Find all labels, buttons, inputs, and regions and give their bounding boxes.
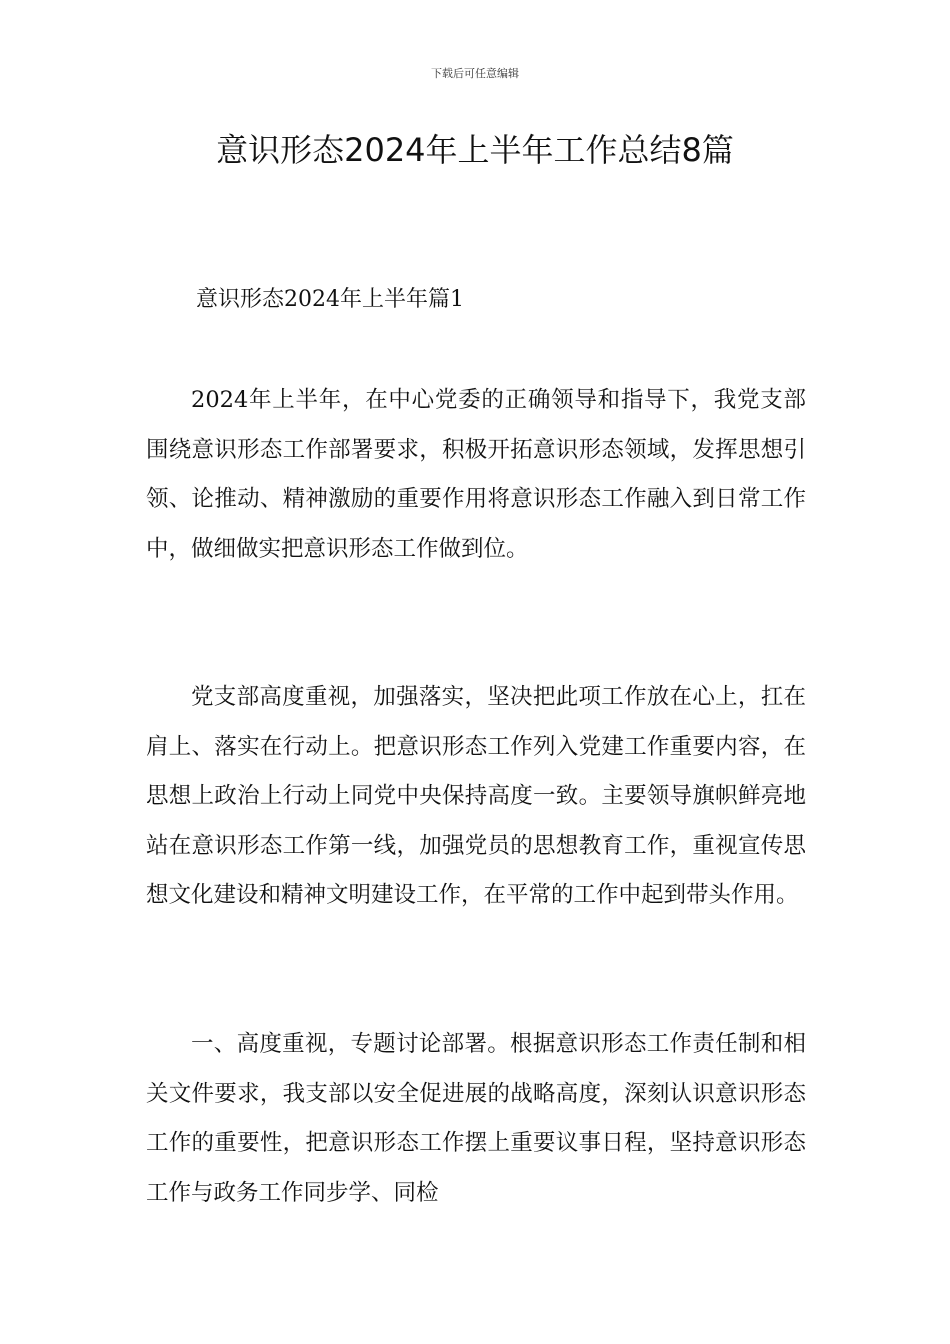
header-note: 下载后可任意编辑 <box>431 67 519 80</box>
document-title: 意识形态2024年上半年工作总结8篇 <box>216 131 734 169</box>
section-heading: 意识形态2024年上半年篇1 <box>196 287 464 312</box>
paragraph-1: 2024年上半年，在中心党委的正确领导和指导下，我党支部围绕意识形态工作部署要求，积极开拓意识形态领域，发挥思想引领、论推动、精神激励的重要作用将意识形态工作融入到日常工作中，做细做实把意识形态工作做到位。 <box>146 387 806 562</box>
paragraph-3: 一、高度重视，专题讨论部署。根据意识形态工作责任制和相关文件要求，我支部以安全促进展的战略高度，深刻认识意识形态工作的重要性，把意识形态工作摆上重要议事日程，坚持意识形态工作与政务工作同步学、同检 <box>146 1031 806 1206</box>
paragraph-2: 党支部高度重视，加强落实，坚决把此项工作放在心上，扛在肩上、落实在行动上。把意识形态工作列入党建工作重要内容，在思想上政治上行动上同党中央保持高度一致。主要领导旗帜鲜亮地站在意识形态工作第一线，加强党员的思想教育工作，重视宣传思想文化建设和精神文明建设工作，在平常的工作中起到带头作用。 <box>146 684 806 908</box>
